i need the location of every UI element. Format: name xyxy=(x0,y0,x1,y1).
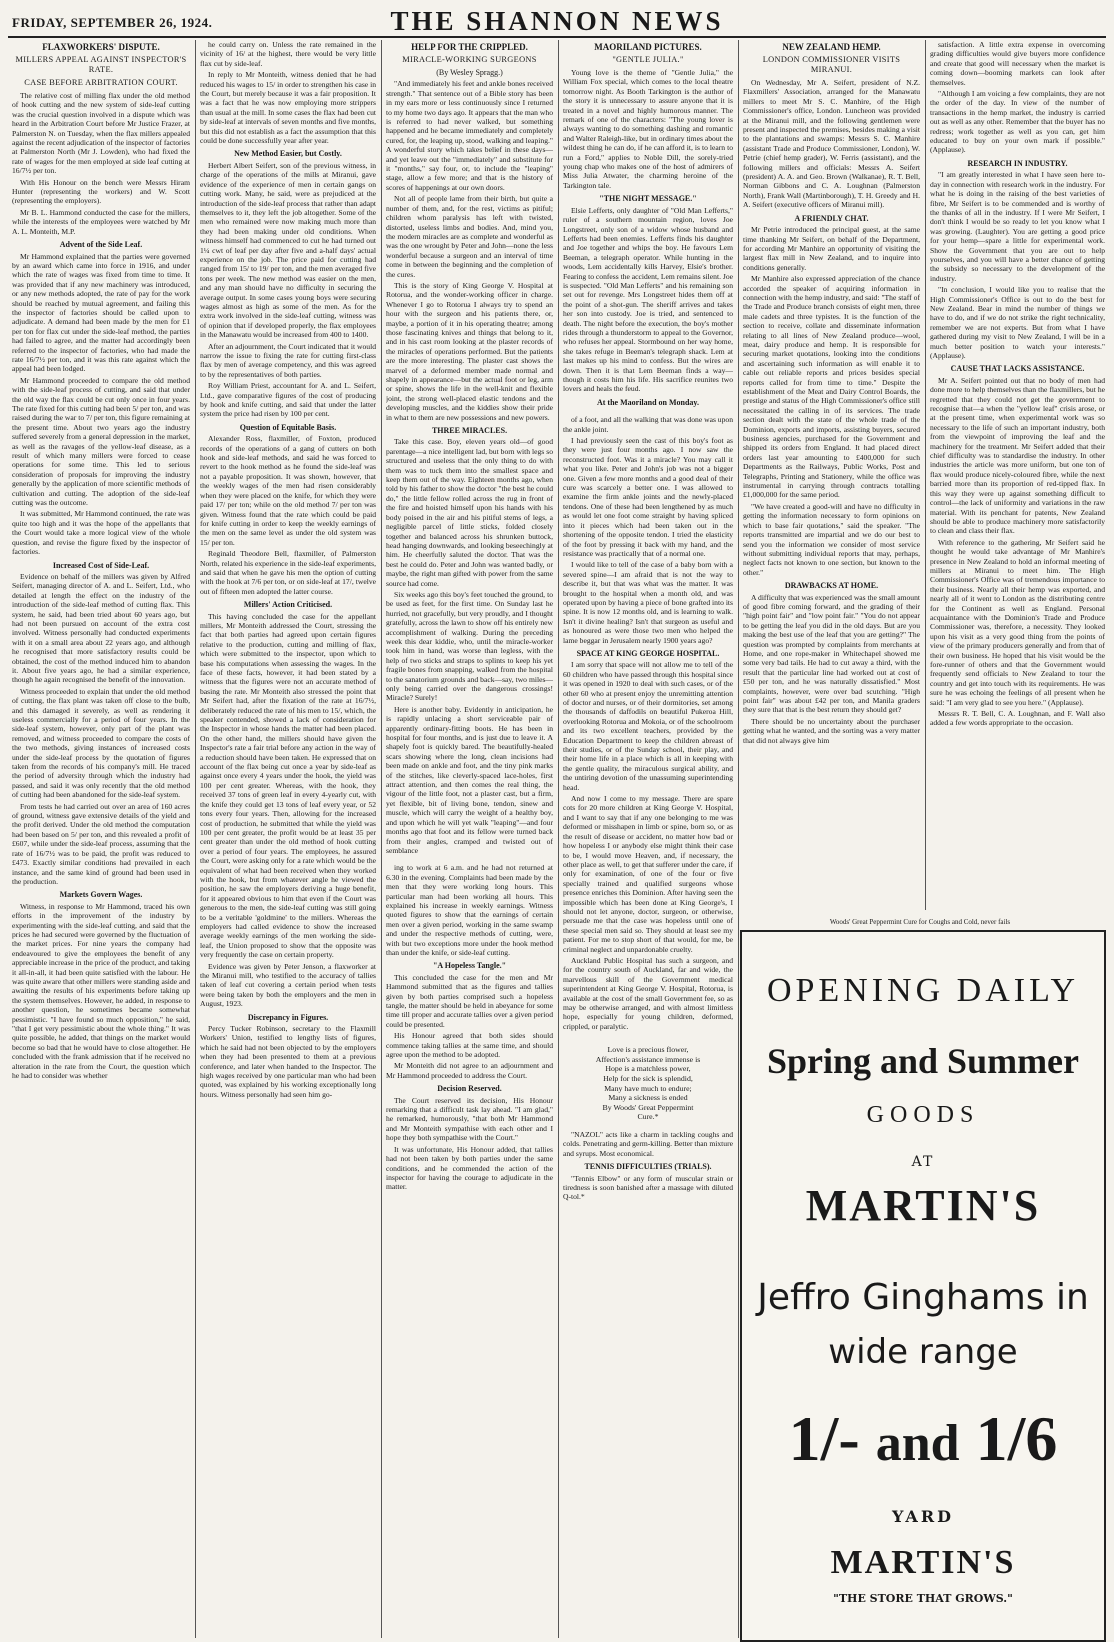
ad-at: AT xyxy=(911,1154,935,1170)
headline: HELP FOR THE CRIPPLED. xyxy=(411,42,528,52)
ad-spring-summer: Spring and Summer xyxy=(766,1041,1080,1081)
paragraph: Percy Tucker Robinson, secretary to the Flaxmill Workers' Union, testified to lengthy lists of figures, which he said had not been objected to by the employers when they had been presented to them at a previous conference, and later when handed to the Inspector. The high wages received by one particular man who had been quoted, was explained by his working exceptionally long hours. Witness personally had seen him go- xyxy=(200,1024,376,1099)
section-subheading: CAUSE THAT LACKS ASSISTANCE. xyxy=(950,364,1085,374)
paragraph: Mr A. Seifert pointed out that no body of men had done more to help themselves than the flaxmillers, but he regretted that they could not get the government to recognise that—a when the "yellow leaf" crisis arose, or at the present time, when experimental work was so necessary to the life of such an important industry, both from the viewpoint of improving the leaf and the machinery for the treatment. Mr Seifert added that their chief difficulty was to standardise the industry. In other industries the article was more uniform, but one ton of flax would produce nicely-coloured fibre, while the next barried more than its proportion of red-tipped flax. In this way they were up against something difficult to control—the lack of uniformity and variations in the raw material. With its penchant for patents, New Zealand should be able to produce machinery more satisfactorily to clean and class their flax. xyxy=(930,375,1105,536)
paragraph: Not all of people lame from their birth, but quite a number of them, and, for the rest, victims as pitiful; children whom paralysis has left with twisted, distorted, useless limbs and bodies. And, mind you, the modern miracles are as complete and wonderful as was the one wrought by Peter and John—none the less wonderful because a surgeon and an interval of time come in between the beginning and the completion of the cures. xyxy=(386,194,553,279)
paragraph: "Although I am voicing a few complaints, they are not the order of the day. In view of the number of transactions in the hemp market, the industry is carried out as well as any other. Remember that the buyer has no redress; work together as well as you can, get him educated to buy on your own mark if possible." (Applause). xyxy=(930,89,1105,155)
section-subheading: Question of Equitable Basis. xyxy=(239,422,337,432)
section-subheading: DRAWBACKS AT HOME. xyxy=(784,581,879,591)
verse-line: Cure.* xyxy=(637,1112,659,1122)
paragraph: Take this case. Boy, eleven years old—of good parentage—a nice intelligent lad, but born with legs so structured and useless that the only thing to do with them was to tuck them into the smallest space and keep them out of the way. Eighteen months ago, when told by his father to show the doctor "the best he could do," the little fellow rolled across the rug in front of the fire and hoisted himself upon his hands with his body poised in the air and his pitiful stems of legs, a negligible parcel of little sticks, folded closely together and balanced across his shrunken buttock, head hanging downwards, and looking beseechingly at him. He cheerfully saluted the doctor. That was the best he could do. Peter and John was wanted badly, or maybe, the right man gifted with power from the same source had come. xyxy=(386,437,553,588)
headline: FLAXWORKERS' DISPUTE. xyxy=(42,42,160,52)
section-subheading: Advent of the Side Leaf. xyxy=(59,240,143,250)
section-subheading: Decision Reserved. xyxy=(437,1084,502,1094)
paragraph: he could carry on. Unless the rate remained in the vicinity of 16/ at the highest, there would be very little flax cut by side-leaf. xyxy=(200,40,376,68)
section-subheading: THREE MIRACLES. xyxy=(431,426,508,436)
ad-slogan: "THE STORE THAT GROWS." xyxy=(833,1592,1013,1605)
paragraph: "NAZOL" acts like a charm in tackling coughs and colds. Penetrating and germ-killing. Better than mixture and syrups. Most economical. xyxy=(563,1129,733,1158)
ad-wide-range: wide range xyxy=(828,1332,1018,1372)
paragraph: Mr B. L. Hammond conducted the case for the millers, while the interests of the employees were watched by Mr A. L. Monteith, M.P. xyxy=(12,207,190,236)
article-flaxworkers-dispute xyxy=(12,40,190,1638)
article-help-for-crippled xyxy=(386,40,553,1638)
section-subheading: At the Maoriland on Monday. xyxy=(596,397,699,407)
subheadline: MIRACLE-WORKING SURGEONS xyxy=(402,55,537,64)
paragraph: ing to work at 6 a.m. and he had not returned at 6.30 in the evening. Complaints had been made by the men that they were working long hours. This particular man had been working all hours. This explained his increase in weekly earnings. Witness quoted figures to show that the earnings of certain men over a given period, working in the same swamp and under the respective methods of cutting, were, with but two exceptions more under the hook method than under the knife, or side-leaf cutting. xyxy=(386,863,553,957)
ad-martins-footer: MARTIN'S xyxy=(830,1544,1016,1581)
ad-prices xyxy=(742,1402,1104,1476)
ad-opening-daily: OPENING DAILY xyxy=(766,972,1080,1009)
paragraph: Here is another baby. Evidently in anticipation, he is rapidly unlacing a short serviceable pair of apparently ordinary-fitting boots. He has been in hospital for four months, and is just due to leave it. A shapely foot is quickly bared. The beautifully-healed scars showing where the long, clean incisions had been made on ankle and foot, and the tiny pink marks of the stitches, like cleverly-spaced lace-holes, first attract attention, and then comes the real thing, the vigour of the little foot, not a plaster cast, but a firm, yet flexible, bit of living bone, tendon, sinew and muscle, which will carry the weight of a healthy boy, and upon which he will yet walk "leaping"—and four months ago that foot and its fellow were turned back from their angles, cramped and twisted out of semblance xyxy=(386,704,553,855)
section-subheading: Millers' Action Criticised. xyxy=(243,600,333,610)
column-rule xyxy=(558,40,559,1638)
paragraph: It was unfortunate, His Honour added, that tallies had not been taken by both parties under the same conditions, and he commended the action of the inspector for having the courage to adjudicate in the matter. xyxy=(386,1144,553,1192)
paragraph: "We have created a good-will and have no difficulty in getting the information necessary to form opinions on which to base fair quotations," said the speaker. "The reports transmitted are impartial and we do our best to send you the information we consider of most service without submitting individual reports that may, perhaps, neglect facts not known to one section, but known to the other." xyxy=(743,501,920,577)
paragraph: of a foot, and all the walking that was done was upon the ankle joint. xyxy=(563,415,733,434)
ad-price-2: 1/6 xyxy=(975,1403,1058,1474)
subheadline: "GENTLE JULIA." xyxy=(612,55,684,64)
paragraph: Witness, in response to Mr Hammond, traced his own efforts in the improvement of the industry by experimenting with the side-leaf cutting, and said that the prices he had secured were governed by the fluctuation of the market prices. For nine years the company had endeavoured to give the employees the benefit of any appreciable increase in the price of the product, and taking it all-in-all, it had been quite satisfied with the labour. He was quite aware that other millers were standing aside and awaiting the results of his experiments before taking up the system themselves. However, he added, in response to another question, he sometimes became somewhat pessimistic. "I have found so much opposition," he said, "that I get very pessimistic about the whole thing." It was quite possible, he added, that things on the market would become so bad that he would have to close altogether. He concluded with the frank admission that if he received no alteration in the rate from the Court, the question which he had to consider was whether xyxy=(12,901,190,1081)
paragraph: I had previously seen the cast of this boy's foot as they were just four months ago. I now saw the reconstructed foot. Was it a miracle? You may call it what you like. Peter and John's job was not a bigger one. Given a few more months and a good deal of their cure was scarcely a better one. I was allowed to examine the firm ankle joints and the newly-placed tendons. One of these had been lengthened by as much as would let one foot come straight by having spliced into it pieces which had been taken out in the shortening of the opposite tendon. I tried the elasticity of the foot by pressing it back with my hand, and the resistance was practically that of a normal one. xyxy=(563,436,733,558)
article-maoriland-pictures xyxy=(563,40,733,1638)
verse-advertisement xyxy=(563,1045,733,1122)
masthead xyxy=(8,6,1106,38)
paragraph: Messrs R. T. Bell, C. A. Loughnan, and F. Wall also added a few words appropriate to the occasion. xyxy=(930,709,1105,728)
article-hemp-continued xyxy=(930,40,1105,910)
section-subheading: "THE NIGHT MESSAGE." xyxy=(599,194,697,204)
paragraph: Elsie Lefferts, only daughter of "Old Man Lefferts," ruler of a southern mountain region, loves Joe Longstreet, only son of a widow whose husband and Lefferts had been enemies. Lefferts finds his daughter and Joe together and whips the boy. He favours Lem Beeman, a telegraph operator. While hunting in the woods, Lem accidentally kills Harvey, Elsie's brother. Fearing to confess the accident, Lem remains silent. Joe is suspected. "Old Man Lefferts" and his remaining son set out for revenge. Mrs Longstreet hides them off at the point of a shot-gun. The sheriff arrives and takes her son into custody. Joe is tried, and sentenced to death. The night before the execution, the boy's mother rides through a thunderstorm to appeal to the Governor, who refuses her appeal. Stormbound on her way home, she takes refuge in Beeman's telegraph shack. Lem at last makes up his mind to confess. But the wires are down. Then it is that Lem Beeman finds a way—though it costs him his life. His sacrifice reunites two lovers and heals the feud. xyxy=(563,205,733,394)
paragraph: The Court reserved its decision, His Honour remarking that a difficult task lay ahead. "I am glad," he remarked, humorously, "that both Mr Hammond and Mr Monteith sympathise with each other and I hope they both sympathise with the Court." xyxy=(386,1095,553,1143)
verse-line: Help for the sick is splendid, xyxy=(603,1074,693,1083)
paragraph: "In conclusion, I would like you to realise that the High Commissioner's Office is out to do the best for New Zealand. Bear in mind the number of things we have to do, and if we do not strike the right technicality, remember we are not experts. But from what I have gathered during my visit to New Zealand, I will be in a much better position to watch your interests." (Applause). xyxy=(930,285,1105,360)
paragraph: Evidence on behalf of the millers was given by Alfred Seifert, managing director of A. and L. Seifert, Ltd., who detailed at length the effect on the industry of the introduction of the side-leaf method of cutting flax. This system, he said, had been tried about 60 years ago, but had not been pursued on account of the extra cost involved. Witness personally had conducted experiments with it on a small area about 22 years ago, and although he recognised that more satisfactory results could be obtained, the cost of the method induced him to abandon it. About five years ago, he had a similar experience, though he again recognised the benefit of the innovation. xyxy=(12,571,190,685)
column-rule xyxy=(738,40,739,1638)
paragraph: I would like to tell of the case of a baby born with a severed spine—I am afraid that is not the way to describe it, but that was what was the matter. It was brought to the hospital when a month old, and was operated upon by having a piece of bone grafted into its spine. It is now 12 months old, and is learning to walk. Isn't it divine healing? Isn't that surgeon as useful and as honoured as were those two men who helped the lame beggar in Jerusalem nearly 1900 years ago? xyxy=(563,560,733,645)
paragraph: "I am greatly interested in what I have seen here to-day in connection with research work in the industry. For what he is doing in the raising of the best varieties of fibre, Mr Seifert is to be commended and is worthy of the thanks of all in the industry. If I were Mr Seifert, I don't think I would be so ready to let you know what I was growing. (Laughter). You are getting a good price for your hemp—spare a little for experimental work. Show the Government that you are out to help yourselves, and you will have a better chance of getting the subsidy so necessary to the development of the industry. xyxy=(930,170,1105,283)
paragraph: In reply to Mr Monteith, witness denied that he had reduced his wages to 15/ in order to strengthen his case in the Court, but merely because it was a fair proposition. It was a fact that he was now employing more strippers than usual at the mill. In some cases the flax had been cut by side-leaf at intervals of seven months and five months, but this did not establish as a fact the assumption that this could be done successfully year after year. xyxy=(200,70,376,146)
paragraph: Six weeks ago this boy's feet touched the ground, to be used as feet, for the first time. On Sunday last he hurried, not gracefully, but very proudly, and I thought gratefully, across the lawn to show off his entirely new accomplishment of walking. During the preceding week this dear kiddie, who, until the miracle-worker took him in hand, was worse than legless, with the help of two sticks and straps to splints to keep his yet fragile bones from snapping, walked from the hospital to the sanatorium grounds and back—say, two miles—only being carried over the dangerous crossings! Miracle? Surely! xyxy=(386,589,553,703)
section-subheading: Discrepancy in Figures. xyxy=(247,1012,329,1022)
paragraph: Young love is the theme of "Gentle Julia," the William Fox special, which comes to the local theatre tomorrow night. As Booth Tarkington is the author of the story it is unnecessary to assure anyone that it is treated in a novel and highly humorous manner. The remark of one of the characters: "The young lover is always wanting to do something dashing and romantic and Walter Raleigh-like, but in ordinary times about the wildest thing he can do, if he can afford it, is to learn to run a Ford," applies to Noble Dill, the sorely-tried young chap who makes one of the host of admirers of Miss Julia Atwater, the charming heroine of the Tarkington tale. xyxy=(563,68,733,190)
paragraph: This having concluded the case for the appellant millers, Mr Monteith addressed the Court, stressing the fact that both parties had agreed upon certain figures relative to the production, cutting and milling of flax, which were submitted to the inspector, upon which to base his computations when assessing the wages. In the face of these facts, however, it had been stated by a witness that the figures were not an accurate method of basing the rate. Mr Monteith also stressed the point that Mr Seifert had, after the fixation of the rate at 16/7½, deliberately reduced the rate of his men to 15/, which, the speaker contended, showed a lack of consideration for the Inspector in whose hands the matter had been placed. On the other hand, the millers should have given the Inspector's rate a fair trial before any action in the way of a reduction should have been taken. He expressed that on account of the flax being cut once a year by side-leaf as against once every 4 years under the hook, the yield was 100 per cent greater. Whereas, with the hook, they received 37 tons of green leaf in every 4-yearly cut, with the knife they could get 13 tons of leaf every year, or 52 tons every four years. Then, allowing for the increased cost of production, he submitted that while the yield was 100 per cent greater, the profit would be at least 35 per cent greater than under the old method of hook cutting over a period of four years. The employees, he assured the Court, were asking only for a rate which would be the equivalent of what had been received when they worked with the hook, but from whatever angle he viewed the position, he saw the employers deriving a huge benefit, for it appeared obvious to him that even if the Court was generous to the men, the side-leaf cutting was still going to be a veritable 'goldmine' to the millers. Whereas the employers had called evidence to show the increased average weekly earnings of the men working the side-leaf, the Union proposed to show that the opposite was very frequently the case on certain property. xyxy=(200,611,376,960)
column-rule xyxy=(381,40,382,1638)
paragraph: This concluded the case for the men and Mr Hammond submitted that as the figures and tallies given by both parties comprised such a hopeless tangle, the matter should be held in abeyance for some time till proper and accurate tallies over a given period could be presented. xyxy=(386,972,553,1029)
paragraph: With His Honour on the bench were Messrs Hiram Hunter (representing the workers) and W. Scott (representing the employers). xyxy=(12,177,190,206)
paragraph: satisfaction. A little extra expense in overcoming grading difficulties would give buyers more confidence and create that good will necessary when the market is coming down—booming markets can look after themselves. xyxy=(930,40,1105,87)
paragraph: Mr Hammond proceeded to compare the old method with the side-leaf process of cutting, and said that under the old way the flax could be cut only once in four years. The rate fixed for this cutting had been 5/ per ton, and was raised during the war to 7/ per ton, this figure remaining at the present time. About two years ago the industry suffered severely from a general depression in the market, as well as the ravages of the yellow-leaf disease, as a result of which many millers were forced to cease operations for some time. This led to serious consideration of proposals for improving the industry generally by the application of more scientific methods of cultivation and cutting. The adoption of the side-leaf cutting was the outcome. xyxy=(12,375,190,508)
ad-yard: YARD xyxy=(892,1507,954,1526)
paragraph: On Wednesday, Mr A. Seifert, president of N.Z. Flaxmillers' Association, arranged for the Manawatu millers to meet Mr S. C. Manhire, of the High Commissioner's office, London. Luncheon was provided at the Miranui mill, and the following gentlemen were present and inspected the premises, besides making a visit to the plantations and swamps: Messrs S. C. Manhire (assistant Trade and Produce Commissioner, London), W. Petrie (chief hemp grader), W. Ferris (assistant), and the following millers and officials: Messrs A. Seifert (president) A. A. and Geo. Brown (Walkanae), R. T. Bell, Norman Gibbons and C. A. Loughnan (Palmerston North), Frank Wall (Martinborough), T. H. Greedy and H. A. Seifert (executive officers of Miranui mill). xyxy=(743,78,920,210)
section-subheading: Increased Cost of Side-Leaf. xyxy=(52,560,150,570)
headline: NEW ZEALAND HEMP. xyxy=(782,42,881,52)
ad-martins: MARTIN'S xyxy=(805,1181,1041,1230)
subheadline: LONDON COMMISSIONER VISITS MIRANUI. xyxy=(762,55,901,74)
section-subheading: Markets Govern Wages. xyxy=(59,890,143,900)
headline: MAORILAND PICTURES. xyxy=(594,42,702,52)
column-rule xyxy=(195,40,196,1638)
verse-line: Love is a precious flower, xyxy=(607,1045,689,1055)
verse-line: By Woods' Great Peppermint xyxy=(602,1102,694,1112)
ad-goods: GOODS xyxy=(866,1102,980,1128)
section-subheading: New Method Easier, but Costly. xyxy=(234,149,342,159)
paragraph: Reginald Theodore Bell, flaxmiller, of Palmerston North, related his experience in the side-leaf experiments, and said that when he gave his men the option of cutting with the hook at 7/6 per ton, or on side-leaf at 17/, twelve out of fifteen men adopted the latter course. xyxy=(200,549,376,596)
paragraph: "Tennis Elbow" or any form of muscular strain or tiredness is soon banished after a massage with diluted Q-tol.* xyxy=(563,1173,733,1202)
paragraph: It was submitted, Mr Hammond continued, the rate was quite too high and it was the hope of the appellants that the Court would take a more logical view of the whole question, and revise the figure fixed by the inspector of factories. xyxy=(12,509,190,557)
paragraph: With reference to the gathering, Mr Seifert said he thought he would take advantage of Mr Manhire's presence in New Zealand to hold an informal meeting of millers at Miranui to meet him. The High Commissioner's Office was of tremendous importance to their business. Nearly all their hemp was exported, and nearly all of it went to London as the distributing centre for the Continent as well as England. Personal acquaintance with the Dominion's Trade and Produce Commissioner was, therefore, a necessity. They looked upon his visit as a very good thing from the points of view of the primary producers generally and from that of their own business. He hoped that his visit would be the fore-runner of others and that the Government would frequently send officials to New Zealand to tour the country and get into touch with its requirements. He was sure he was echoing the feelings of all present when he said: "I am very glad to see you here." (Applause). xyxy=(930,537,1105,707)
verse-line: Many a sickness is ended xyxy=(608,1093,688,1103)
paragraph: Mr Hammond explained that the parties were governed by an award which came into force in 1916, and under which the rate of wages was fixed from time to time. It was provided that if any new machinery was introduced, or any new methods adopted, the rate of pay for the work should be reached by mutual agreement, and failing this the inspector of factories should be called upon to adjudicate. A demand had been made by the men for £1 per ton for flax cut under the side-leaf method, the parties had failed to agree, and the matter had accordingly been referred to the inspector of factories, who had made the rate 16/7½ per ton, and it was this rate against which the appeal had been lodged. xyxy=(12,251,190,374)
issue-date: FRIDAY, SEPTEMBER 26, 1924. xyxy=(12,15,213,30)
newspaper-title: THE SHANNON NEWS xyxy=(390,6,724,36)
martins-advertisement xyxy=(740,930,1106,1642)
paragraph: And now I come to my message. There are spare cots for 20 more children at King George V. Hospital, and I want to say that if any one belonging to me was deformed or misshapen in limb or spine, born so, or as the result of disease or accident, no matter how bad or how hopeless I or anybody else might think their case to be, I would move Heaven, and, if necessary, the other place as well, to get that sufferer under the care, if only for examination, of one of the four or five specially trained and qualified surgeons whose presence enriches this Dominion. After having seen the impossible which has been done at King George's, I should not let anyone, doctor, surgeon, or otherwise, persuade me that the case was hopeless until one of these special men said so. They should at least see my patient. For me to stop short of that would, for me, be criminal neglect and unpardonable cruelty. xyxy=(563,794,733,954)
section-subheading: "A Hopeless Tangle." xyxy=(432,961,507,971)
article-flaxworkers-continued xyxy=(200,40,376,1638)
column-rule xyxy=(925,40,926,910)
ad-price-1: 1/- xyxy=(788,1403,860,1474)
paragraph: From tests he had carried out over an area of 160 acres of ground, witness gave extensive details of the yield and the profit derived. Under the old method the computation had been based on 5/ per ton, and this revealed a profit of £607, while under the side-leaf process, assuming that the rate of 16/7½ was to be paid, the profit was reduced to £473. Exactly similar conditions had prevailed in each instance, and the same kind of ground had been used in the production. xyxy=(12,801,190,886)
verse-line: Affection's assistance immense is xyxy=(595,1054,701,1064)
small-advert: Woods' Great Peppermint Cure for Coughs and Cold, never fails xyxy=(829,918,1011,926)
section-subheading: RESEARCH IN INDUSTRY. xyxy=(967,158,1068,168)
paragraph: "And immediately his feet and ankle bones received strength." That sentence out of a Bible story has been in my ears more or less continuously since I returned to my home two days ago. It appears that the man who is referred to had never walked, but something happened and he became immediately and completely cured, for, the leaping up, stood, walking and leaping." A wonderful story which takes belief in these days—and yet leave out the "immediately" and substitute for it "months," say four, or, to include the "leaping" stage, allow a few more; and that is the history of scores of happenings at our own doors. xyxy=(386,79,553,192)
paragraph: After an adjournment, the Court indicated that it would narrow the issue to fixing the rate for cutting first-class flax by men of average competency, and this was agreed to by the representatives of both parties. xyxy=(200,341,376,379)
paragraph: Roy William Priest, accountant for A. and L. Seifert, Ltd., gave comparative figures of the cost of producing by hook and knife cutting, and said that under the latter system the price had risen by 100 per cent. xyxy=(200,381,376,419)
paragraph: A difficulty that was experienced was the small amount of good fibre coming forward, and the grading of their "high point fair" and "low point fair." "You do not appear to be getting the leaf you did in the old days. But are you making the best use of the leaf that you are getting?" The question was prompted by complaints from merchants at Home, and one rope-maker in Whitechapel showed me some very bad tails. He had to cut away a third, with the result that the particular line had worked out at cost of £50 per ton, and he was naturally dissatisfied." Most complaints, however, were over bad scutching. "High point fair" was about £42 per ton, and Manila graders they sure that that is the best return they should get? xyxy=(743,592,920,715)
paragraph: Auckland Public Hospital has such a surgeon, and for the country south of Auckland, far and wide, the marvellous skill of the Government medical superintendent at King George V. Hospital, Rotorua, is available at the cost of the small Government fee, so as may be otherwise arranged, and with almost limitless hope, especially for young children, deformed, crippled, or paralytic. xyxy=(563,955,733,1031)
paragraph: There should be no uncertainty about the purchaser getting what he wanted, and the sorting was a very matter that did not always give him xyxy=(743,716,920,745)
byline: (By Wesley Spragg.) xyxy=(436,68,503,77)
paragraph: Alexander Ross, flaxmiller, of Foxton, produced records of the operations of a gang of cutters on both hook and side-leaf methods, and said he was forced to revert to the hook method as he found the side-leaf was not a payable proposition. It was shown, however, that the weekly wages of the men had risen considerably when they were placed on the knife, for which they were paid 17/ per ton; while on the old method 7/ per ton was given. Witness found that the rate which could be paid for knife cutting in order to keep the weekly earnings of the men on the same level as under the old system was 15/ per ton. xyxy=(200,434,376,547)
paragraph: This is the story of King George V. Hospital at Rotorua, and the wonder-working officer in charge. Whenever I go to Rotorua I always try to spend an hour with the surgeon and his patients there, or, maybe, a portion of it in his operating theatre; among those fascinating knives and things that belong to it, and in his cast room looking at the plaster records of the miracles of operations performed. But the patients are the more interesting. The plaster cast shows the marvel of a deformed member made normal and shapely in appearance—but the actual foot or leg, arm or spine, shows the life in the well-knit and flexible joint, the strong well-placed elastic tendons and the developing muscles, and the kiddies show their pride in what to them are new possessions and new powers. xyxy=(386,280,553,422)
paragraph: I am sorry that space will not allow me to tell of the 60 children who have passed through this hospital since it was opened in 1920 to deal with such cases, or of the other 60 who at present enjoy the unremitting attention of doctor and nurses, or of their dormitories, set among the thousands of daffodils on beautiful Pukeroa Hill, overlooking Rotorua and Mokoia, or of the schoolroom and its two excellent teachers, provided by the Education Department to keep the children abreast of their studies, or of the Sunday school, their play, and their home life in a place which is all in keeping with the gentle quality, the miraculous surgical ability, and the untiring devotion of the unassuming superintending head. xyxy=(563,660,733,792)
paragraph: Mr Monteith did not agree to an adjournment and Mr Hammond proceeded to address the Court. xyxy=(386,1061,553,1080)
article-new-zealand-hemp xyxy=(743,40,920,910)
section-subheading: TENNIS DIFFICULTIES (TRIALS). xyxy=(584,1162,712,1172)
paragraph: Mr Manhire also expressed appreciation of the chance accorded the speaker of acquiring information in connection with the hemp industry, and said: "The staff of the Trade and Produce branch consists of eight men, three male cadets and three typistes. It is the function of the section to receive, collate and disseminate information relating to all lines of New Zealand produce—wool, meat, dairy produce and hemp. It is responsible for securing market quotations, looking into the conditions and ascertaining such information as will enable it to cable out reliable reports and prices besides special reports called for from time to time." Despite the establishment of the Meat and Dairy Control Boards, the prestige and status of the High Commissioner's office still necessitated the calling in of its services. The trade section dealt with the state of the whole trade of the Dominion, exports and imports, assisting buyers, secured business agencies, purchased for the Government and shipped its orders from England. It had placed direct orders last year amounting to £400,000 for such Departments as the Railways, Public Works, Post and Telegraphs, Printing and Stationery, while the office was instrumental in carrying through contracts totalling £1,000,000 for the same period. xyxy=(743,274,920,500)
section-subheading: A FRIENDLY CHAT. xyxy=(794,213,869,223)
ad-jeffro-ginghams: Jeffro Ginghams in xyxy=(757,1277,1089,1318)
paragraph: The relative cost of milling flax under the old method of hook cutting and the new system of side-leaf cutting was the crucial question involved in a dispute which was heard in the Arbitration Court before Mr Justice Frazer, at Palmerston N. on Tuesday, when the flax millers appealed against the recent adjudication of the inspector of factories at Palmerston North (Mr J. Lowden), who had fixed the rate of wages for the men employed at side leaf cutting at 16/7½ per ton. xyxy=(12,91,190,176)
subheadline: CASE BEFORE ARBITRATION COURT. xyxy=(24,78,178,87)
paragraph: His Honour agreed that both sides should commence taking tallies at the same time, and should agree upon the method to be adopted. xyxy=(386,1031,553,1060)
verse-line: Many have much to endure; xyxy=(604,1083,692,1093)
verse-line: Hope is a matchless power, xyxy=(605,1064,691,1074)
paragraph: Evidence was given by Peter Jenson, a flaxworker at the Miranui mill, who testified to the accuracy of tallies taken of leaf cut covering a certain period when tests were being taken by both the employers and the men in August, 1923. xyxy=(200,961,376,1009)
subheadline: MILLERS APPEAL AGAINST INSPECTOR'S RATE. xyxy=(15,55,187,74)
paragraph: Witness proceeded to explain that under the old method of cutting, the flax plant was taken off close to the bulb, and this damaged it severely, as well as rendering it useless commercially for a period of four years. In the side-leaf system, however, only part of the plant was removed, and witness proceeded to compare the costs of the two methods, giving instances of increased costs under the side-leaf process by the quotation of figures taken from the records of his company's mill. He traced the period of adversity through which the industry had passed, and said it was only recently that the old method of cutting had been abandoned for the side-leaf system. xyxy=(12,686,190,800)
paragraph: Mr Petrie introduced the principal guest, at the same time thanking Mr Seifert, on behalf of the Department, for according Mr Manhire an opportunity of visiting the largest flax mill in New Zealand, and to inquire into conditions generally. xyxy=(743,225,920,272)
paragraph: Herbert Albert Seifert, son of the previous witness, in charge of the operations of the mills at Miranui, gave evidence of the experience of men in certain gangs on cutting work. Many, he said, were as prejudiced at the introduction of the side-leaf process that rather than adapt themselves to it, they left the job altogether. Some of the men who remained were now making much more than they had been making under old conditions. When witness himself had commenced to cut he had turned out 1¼ cwt of leaf per day after five and a-half days' actual experience on the job. The price paid for cutting had ranged from 15/ to 19/ per ton, and the men averaged five tons per week. The new method was easier on the men, and any man should have no difficulty in securing the average output. In some cases young boys were securing wages almost as high as some of the men. As for the extra work involved in the side-leaf cutting, witness was of opinion that if developed properly, the flax employees in the Manawatu would be increased from 400 to 1400. xyxy=(200,160,376,340)
section-subheading: SPACE AT KING GEORGE HOSPITAL. xyxy=(576,648,720,658)
ad-and: and xyxy=(875,1415,960,1472)
